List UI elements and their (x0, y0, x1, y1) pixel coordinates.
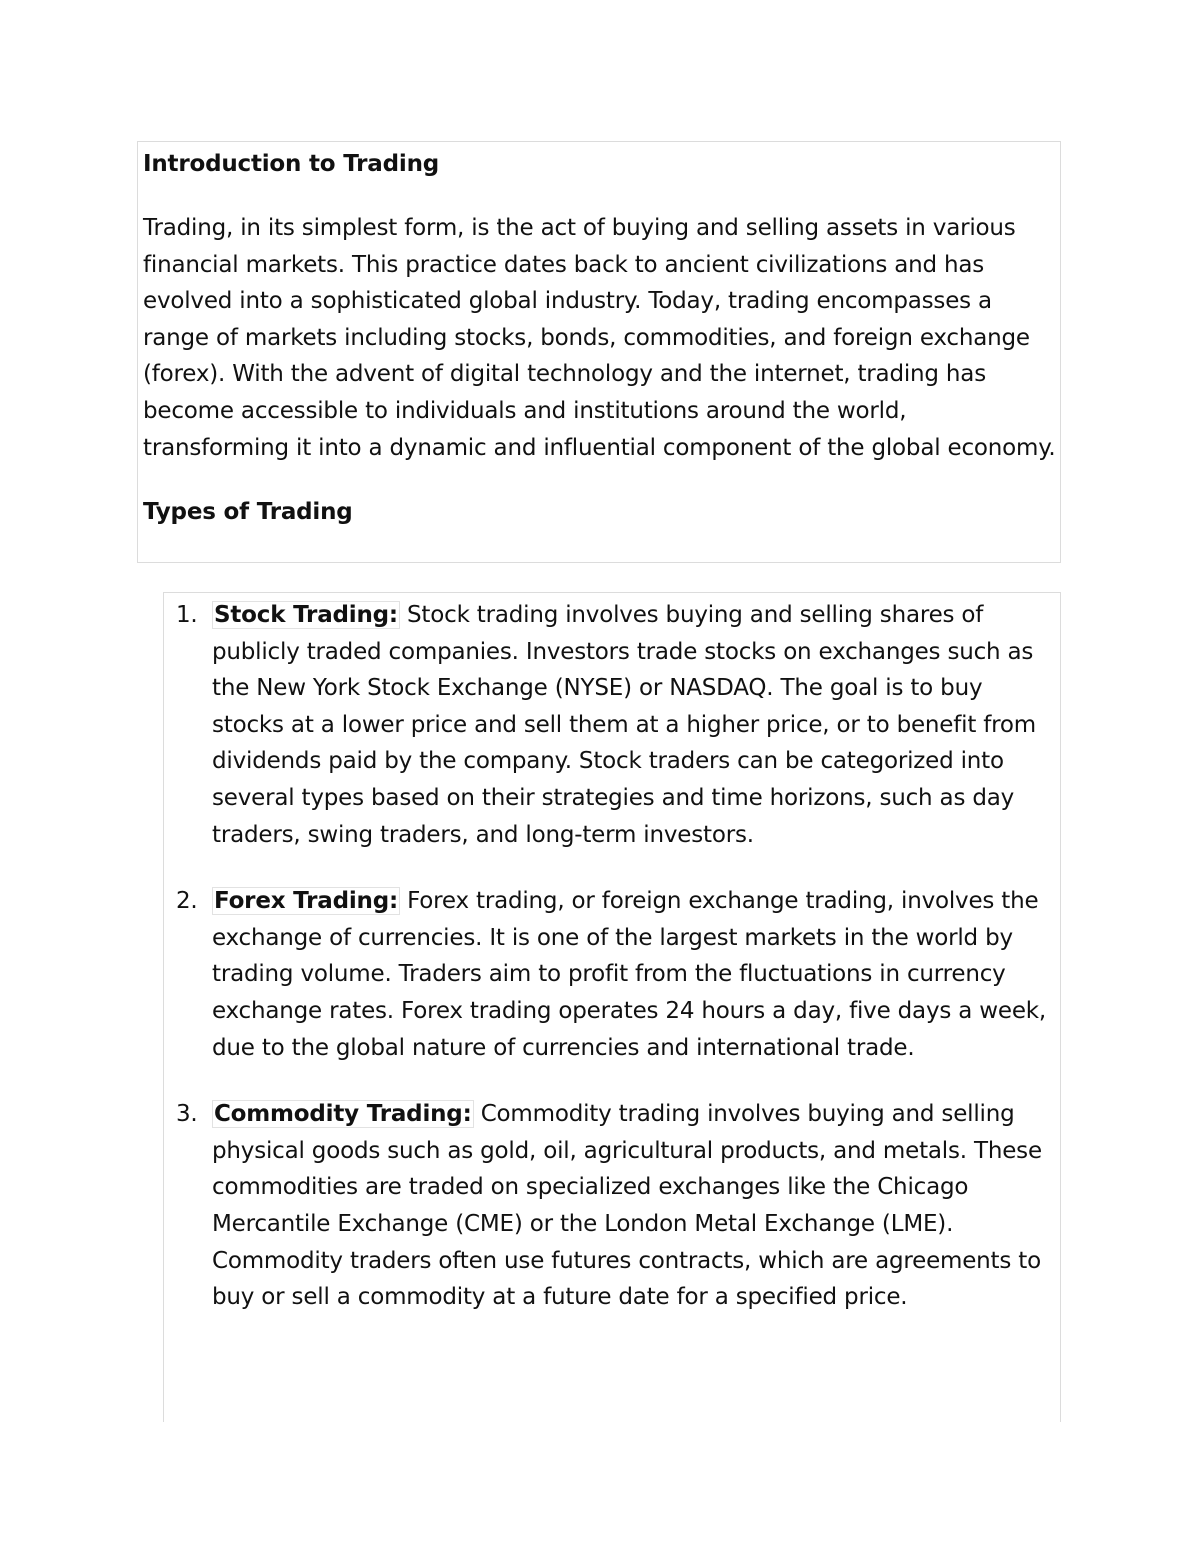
list-item-forex-trading (164, 883, 1060, 1066)
types-list (164, 597, 1060, 1316)
list-item-text: Forex trading, or foreign exchange trading, involves the exchange of currencies. It is one of the largest markets in the world by trading volume. Traders aim to profit from the fluctuations in currency exchange rates. Forex trading operates 24 hours a day, five days a week, due to the global nature of currencies and international trade. (212, 888, 1047, 1061)
intro-paragraph: Trading, in its simplest form, is the act of buying and selling assets in various financial markets. This practice dates back to ancient civilizations and has evolved into a sophisticated global industry. Today, trading encompasses a range of markets including stocks, bonds, commodities, and foreign exchange (forex). With the advent of digital technology and the internet, trading has become accessible to individuals and institutions around the world, transforming it into a dynamic and influential component of the global economy. (143, 215, 1056, 461)
list-item-text: Stock trading involves buying and selling shares of publicly traded companies. Investors trade stocks on exchanges such as the New York Stock Exchange (NYSE) or NASDAQ. The goal is to buy stocks at a lower price and sell them at a higher price, or to benefit from dividends paid by the company. Stock traders can be categorized into several types based on their strategies and time horizons, such as day traders, swing traders, and long-term investors. (212, 602, 1036, 848)
list-item-number: 2. (176, 888, 198, 915)
types-list-section (163, 592, 1061, 1422)
list-item-number: 3. (176, 1101, 198, 1128)
list-item-term: Commodity Trading: (214, 1101, 472, 1128)
list-item-number: 1. (176, 602, 198, 628)
list-item-term: Stock Trading: (214, 602, 398, 628)
intro-section (137, 141, 1061, 563)
list-item-term: Forex Trading: (214, 888, 398, 915)
intro-heading: Introduction to Trading (143, 151, 440, 177)
types-heading: Types of Trading (143, 499, 353, 526)
list-item-text: Commodity trading involves buying and selling physical goods such as gold, oil, agricultural products, and metals. These commodities are traded on specialized exchanges like the Chicago Mercantile Exchange (CME) or the London Metal Exchange (LME). Commodity traders often use futures contracts, which are agreements to buy or sell a commodity at a future date for a specified price. (212, 1101, 1042, 1311)
list-item-stock-trading (164, 597, 1060, 853)
list-item-commodity-trading (164, 1096, 1060, 1316)
